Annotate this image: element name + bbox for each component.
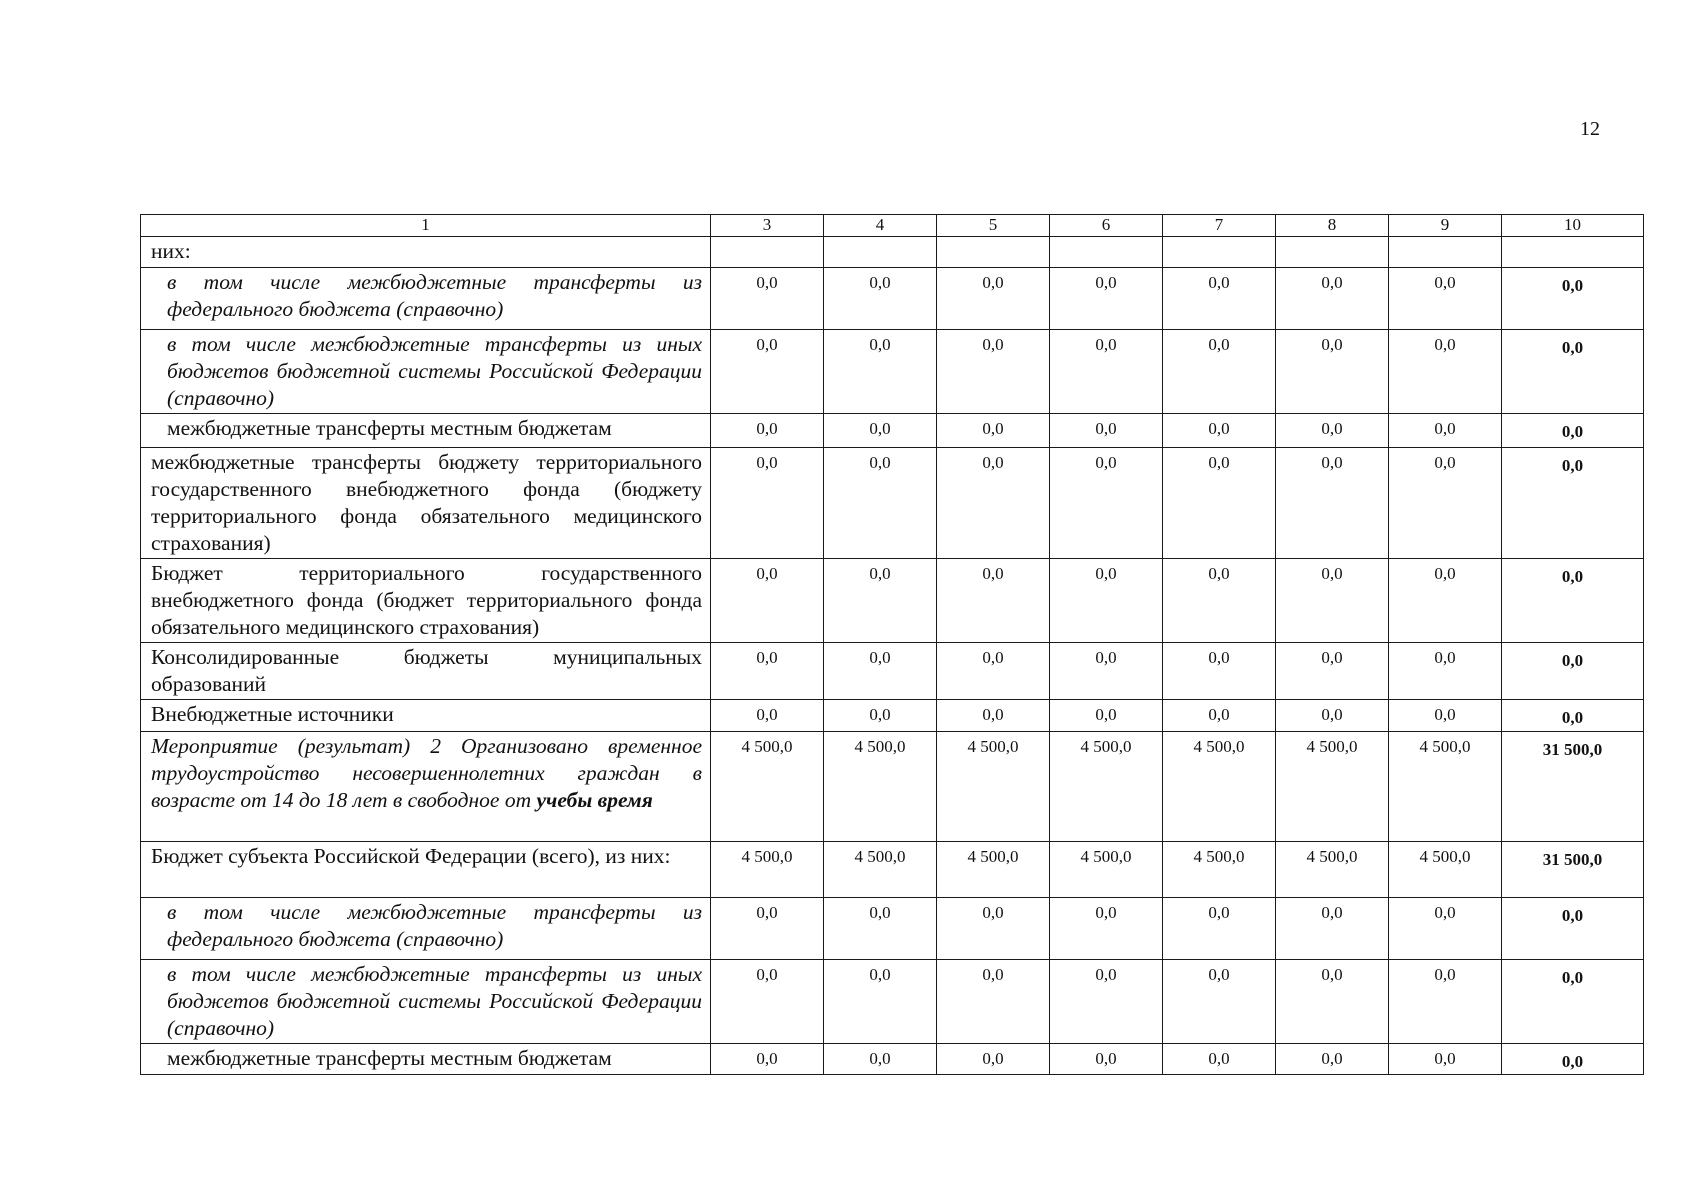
cell-value: 0,0 [1163,268,1276,330]
cell-value: 0,0 [1389,559,1502,643]
cell-value: 0,0 [1050,448,1163,559]
column-header: 5 [937,215,1050,237]
total-value: 0,0 [1502,268,1644,330]
cell-value: 0,0 [937,643,1050,700]
total-value: 0,0 [1502,898,1644,960]
column-header: 8 [1276,215,1389,237]
cell-value: 0,0 [1050,960,1163,1044]
cell-value: 4 500,0 [711,842,824,898]
column-header: 3 [711,215,824,237]
cell-value: 0,0 [711,448,824,559]
cell-value: 0,0 [824,1044,937,1075]
table-row [141,732,1644,842]
table-row [141,330,1644,414]
column-header: 4 [824,215,937,237]
row-label [141,732,711,842]
cell-value: 4 500,0 [1163,842,1276,898]
total-value: 0,0 [1502,960,1644,1044]
cell-value: 0,0 [1276,898,1389,960]
column-header: 9 [1389,215,1502,237]
cell-value: 0,0 [937,268,1050,330]
cell-value: 0,0 [1276,268,1389,330]
cell-value: 4 500,0 [1050,732,1163,842]
cell-value: 4 500,0 [937,732,1050,842]
table-header-row [141,215,1644,237]
table-row [141,700,1644,732]
cell-value: 0,0 [1050,414,1163,448]
cell-value: 0,0 [711,414,824,448]
activity-title-tail: учебы время [536,788,653,812]
cell-value: 0,0 [1276,330,1389,414]
cell-value: 4 500,0 [824,732,937,842]
row-label: Консолидированные бюджеты муниципальных образований [141,643,711,700]
cell-value: 4 500,0 [937,842,1050,898]
row-label: в том числе межбюджетные трансферты из иных бюджетов бюджетной системы Российской Федерации (справочно) [141,330,711,414]
table-row [141,643,1644,700]
cell-value: 0,0 [1276,559,1389,643]
cell-value: 0,0 [1163,643,1276,700]
cell-value: 0,0 [1276,643,1389,700]
cell-value: 0,0 [937,898,1050,960]
cell-value: 0,0 [1050,898,1163,960]
cell-value: 0,0 [937,1044,1050,1075]
cell-value: 0,0 [937,960,1050,1044]
total-value [1502,237,1644,268]
row-label: Внебюджетные источники [141,700,711,732]
cell-value [1050,237,1163,268]
cell-value: 0,0 [1389,898,1502,960]
cell-value: 0,0 [824,643,937,700]
cell-value: 0,0 [1163,898,1276,960]
total-value: 0,0 [1502,700,1644,732]
cell-value: 0,0 [1389,268,1502,330]
cell-value: 0,0 [711,960,824,1044]
cell-value: 0,0 [824,448,937,559]
cell-value: 0,0 [824,700,937,732]
cell-value: 0,0 [711,898,824,960]
cell-value: 0,0 [1389,330,1502,414]
cell-value: 0,0 [1276,414,1389,448]
row-label: Бюджет субъекта Российской Федерации (всего), из них: [141,842,711,898]
table-row [141,448,1644,559]
cell-value: 4 500,0 [1276,732,1389,842]
total-value: 31 500,0 [1502,732,1644,842]
cell-value: 0,0 [937,414,1050,448]
cell-value: 0,0 [711,559,824,643]
cell-value: 0,0 [937,448,1050,559]
table-row [141,237,1644,268]
cell-value: 0,0 [1050,559,1163,643]
cell-value: 0,0 [1050,330,1163,414]
cell-value: 0,0 [1050,643,1163,700]
row-label: в том числе межбюджетные трансферты из федерального бюджета (справочно) [141,268,711,330]
cell-value: 0,0 [1050,268,1163,330]
cell-value: 0,0 [824,559,937,643]
cell-value: 0,0 [937,330,1050,414]
cell-value: 0,0 [1276,960,1389,1044]
cell-value [824,237,937,268]
total-value: 0,0 [1502,643,1644,700]
cell-value: 0,0 [711,330,824,414]
cell-value: 0,0 [711,700,824,732]
cell-value: 4 500,0 [1276,842,1389,898]
cell-value: 0,0 [1389,700,1502,732]
table-row [141,414,1644,448]
cell-value: 0,0 [711,268,824,330]
row-label: межбюджетные трансферты бюджету территориального государственного внебюджетного фонда (бюджету территориального фонда обязательного медицинского страхования) [141,448,711,559]
page-number: 12 [1580,118,1600,140]
cell-value: 0,0 [1050,700,1163,732]
cell-value: 0,0 [1050,1044,1163,1075]
total-value: 0,0 [1502,1044,1644,1075]
column-header: 1 [141,215,711,237]
cell-value: 4 500,0 [1389,732,1502,842]
cell-value: 0,0 [1163,700,1276,732]
cell-value: 0,0 [1276,700,1389,732]
cell-value: 0,0 [1163,330,1276,414]
row-label: Бюджет территориального государственного внебюджетного фонда (бюджет территориального фонда обязательного медицинского страхования) [141,559,711,643]
cell-value [1276,237,1389,268]
cell-value: 4 500,0 [1163,732,1276,842]
cell-value: 4 500,0 [824,842,937,898]
column-header: 10 [1502,215,1644,237]
cell-value: 0,0 [1389,1044,1502,1075]
table-row [141,842,1644,898]
cell-value [937,237,1050,268]
cell-value: 0,0 [711,1044,824,1075]
cell-value: 0,0 [1389,414,1502,448]
cell-value: 0,0 [824,268,937,330]
cell-value: 0,0 [1276,448,1389,559]
row-label: межбюджетные трансферты местным бюджетам [141,1044,711,1075]
cell-value: 4 500,0 [711,732,824,842]
cell-value: 0,0 [1276,1044,1389,1075]
cell-value: 0,0 [937,559,1050,643]
row-label: в том числе межбюджетные трансферты из иных бюджетов бюджетной системы Российской Федерации (справочно) [141,960,711,1044]
cell-value: 0,0 [711,643,824,700]
row-label: них: [141,237,711,268]
total-value: 0,0 [1502,330,1644,414]
cell-value: 0,0 [1389,960,1502,1044]
cell-value: 0,0 [1163,960,1276,1044]
cell-value: 0,0 [1389,643,1502,700]
cell-value: 0,0 [1389,448,1502,559]
cell-value: 0,0 [824,414,937,448]
cell-value: 4 500,0 [1389,842,1502,898]
table-row [141,268,1644,330]
cell-value: 0,0 [824,330,937,414]
cell-value: 0,0 [1163,414,1276,448]
cell-value: 0,0 [937,700,1050,732]
total-value: 31 500,0 [1502,842,1644,898]
total-value: 0,0 [1502,559,1644,643]
total-value: 0,0 [1502,448,1644,559]
row-label: в том числе межбюджетные трансферты из федерального бюджета (справочно) [141,898,711,960]
column-header: 7 [1163,215,1276,237]
total-value: 0,0 [1502,414,1644,448]
table-row [141,898,1644,960]
row-label: межбюджетные трансферты местным бюджетам [141,414,711,448]
cell-value: 0,0 [1163,1044,1276,1075]
cell-value: 0,0 [824,898,937,960]
cell-value [1163,237,1276,268]
table-row [141,559,1644,643]
cell-value: 0,0 [1163,559,1276,643]
cell-value: 4 500,0 [1050,842,1163,898]
table-row [141,1044,1644,1075]
column-header: 6 [1050,215,1163,237]
cell-value [711,237,824,268]
cell-value: 0,0 [1163,448,1276,559]
table-row [141,960,1644,1044]
cell-value [1389,237,1502,268]
cell-value: 0,0 [824,960,937,1044]
activity-title: Мероприятие (результат) 2 Организовано временное трудоустройство несовершеннолетних граждан в возрасте от 14 до 18 лет в свободное от [151,734,702,812]
budget-table [140,214,1644,1075]
